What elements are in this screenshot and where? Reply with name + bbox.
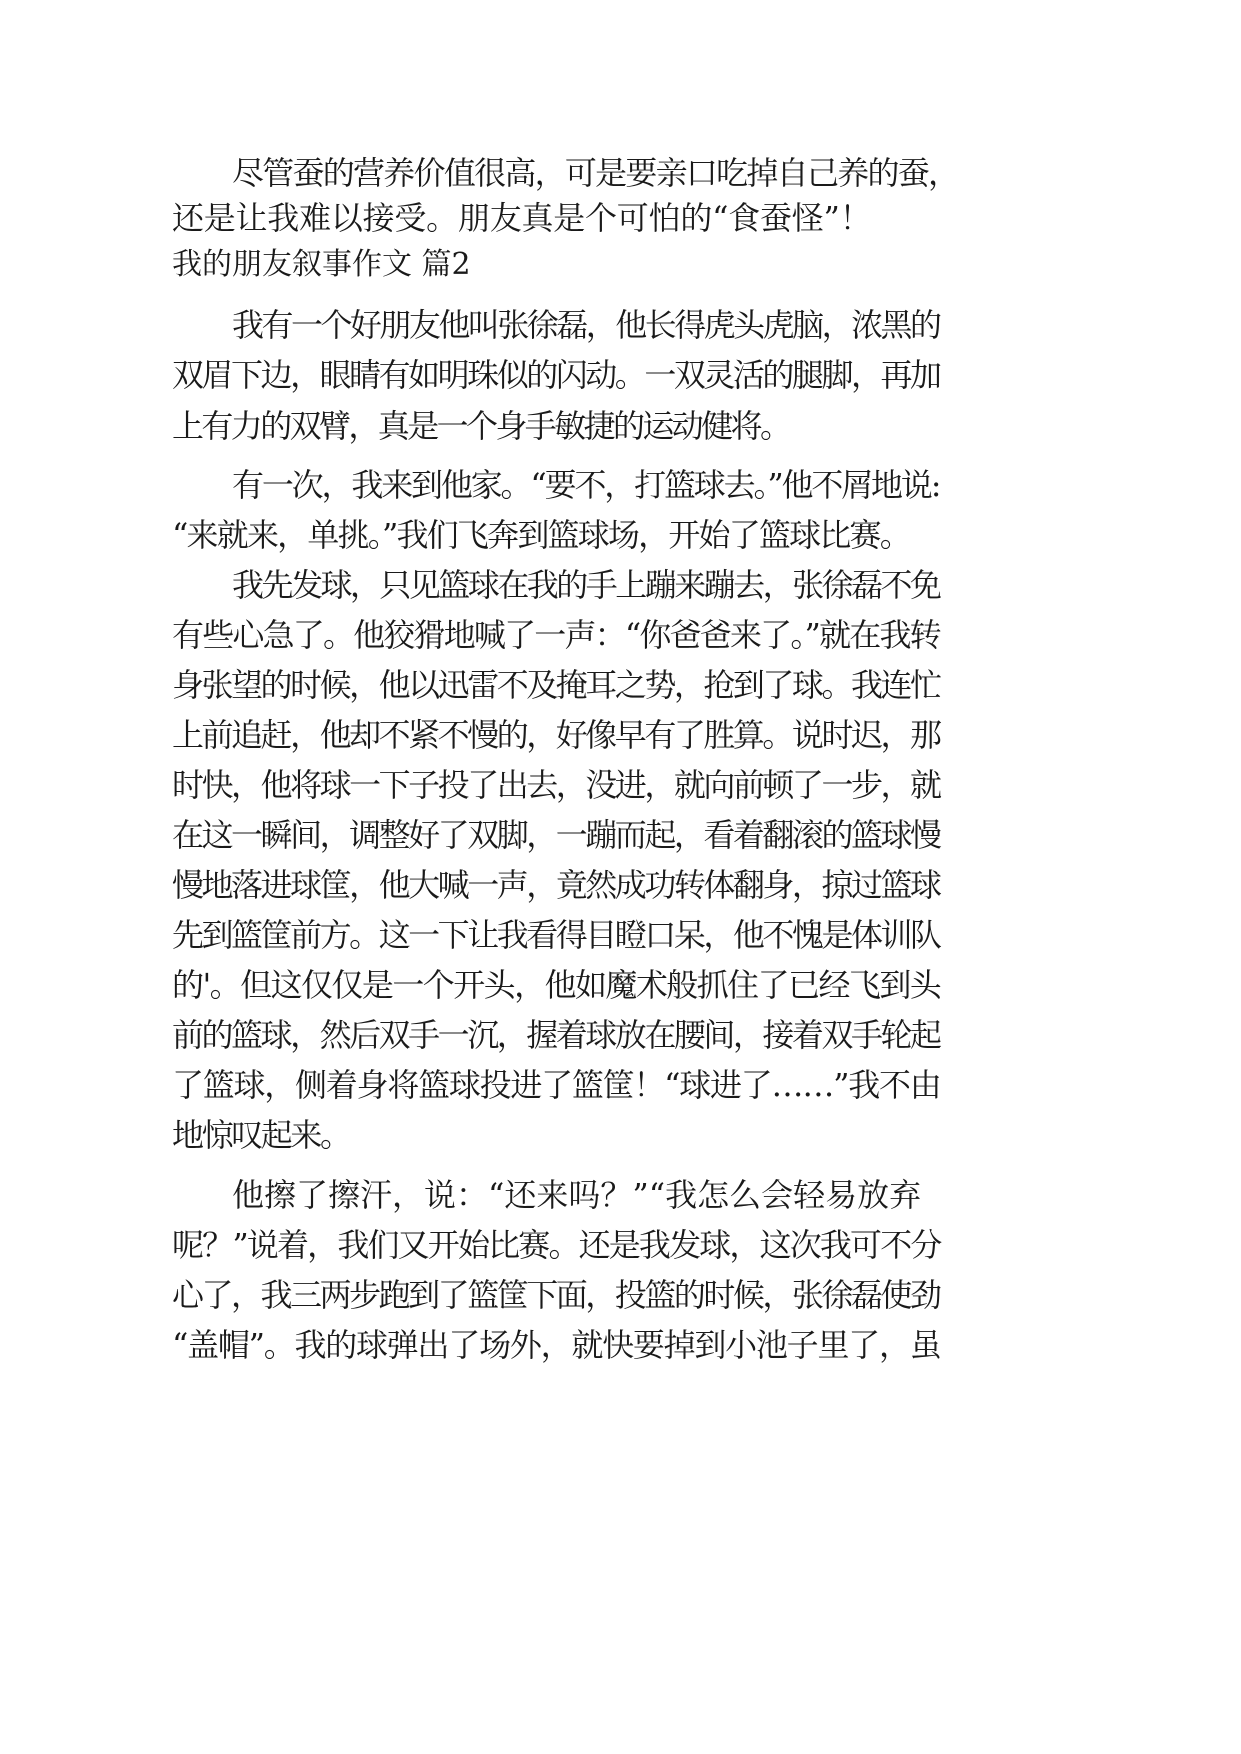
text-line: 双眉下边，眼睛有如明珠似的闪动。一双灵活的腿脚，再加 [172,356,940,394]
text-line: 的'。但这仅仅是一个开头，他如魔术般抓住了已经飞到头 [172,966,941,1004]
text-line: 呢？”说着，我们又开始比赛。还是我发球，这次我可不分 [172,1226,941,1264]
text-line: 我先发球，只见篮球在我的手上蹦来蹦去，张徐磊不免 [232,566,940,604]
text-line: 上前追赶，他却不紧不慢的，好像早有了胜算。说时迟，那 [172,716,940,754]
text-line: 在这一瞬间，调整好了双脚，一蹦而起，看着翻滚的篮球慢 [172,816,940,854]
text-line: 身张望的时候，他以迅雷不及掩耳之势，抢到了球。我连忙 [172,666,940,704]
text-line: 地惊叹起来。 [172,1116,350,1154]
text-line: 时快，他将球一下子投了出去，没进，就向前顿了一步，就 [172,766,940,804]
text-line: 尽管蚕的营养价值很高，可是要亲口吃掉自己养的蚕， [232,154,959,192]
text-line: 有一次，我来到他家。“要不，打篮球去。”他不屑地说: [232,466,940,504]
text-line: “来就来，单挑。”我们飞奔到篮球场，开始了篮球比赛。 [172,516,910,554]
text-line: 前的篮球，然后双手一沉，握着球放在腰间，接着双手轮起 [172,1016,940,1054]
text-line: 慢地落进球筐，他大喊一声，竟然成功转体翻身，掠过篮球 [172,866,940,904]
text-line: 他擦了擦汗，说：“还来吗？”“我怎么会轻易放弃 [232,1176,922,1214]
text-line: 心了，我三两步跑到了篮筐下面，投篮的时候，张徐磊使劲 [172,1276,940,1314]
text-line: 有些心急了。他狡猾地喊了一声：“你爸爸来了。”就在我转 [172,616,940,654]
section-heading: 我的朋友叙事作文 篇2 [172,247,471,282]
text-line: 我有一个好朋友他叫张徐磊，他长得虎头虎脑，浓黑的 [232,306,940,344]
text-line: 了篮球，侧着身将篮球投进了篮筐！“球进了……”我不由 [172,1066,941,1104]
text-line: “盖帽”。我的球弹出了场外，就快要掉到小池子里了，虽 [172,1326,941,1364]
text-line: 上有力的双臂，真是一个身手敏捷的运动健将。 [172,407,790,445]
text-line: 还是让我难以接受。朋友真是个可怕的“食蚕怪”！ [172,199,872,237]
text-line: 先到篮筐前方。这一下让我看得目瞪口呆，他不愧是体训队 [172,916,940,954]
